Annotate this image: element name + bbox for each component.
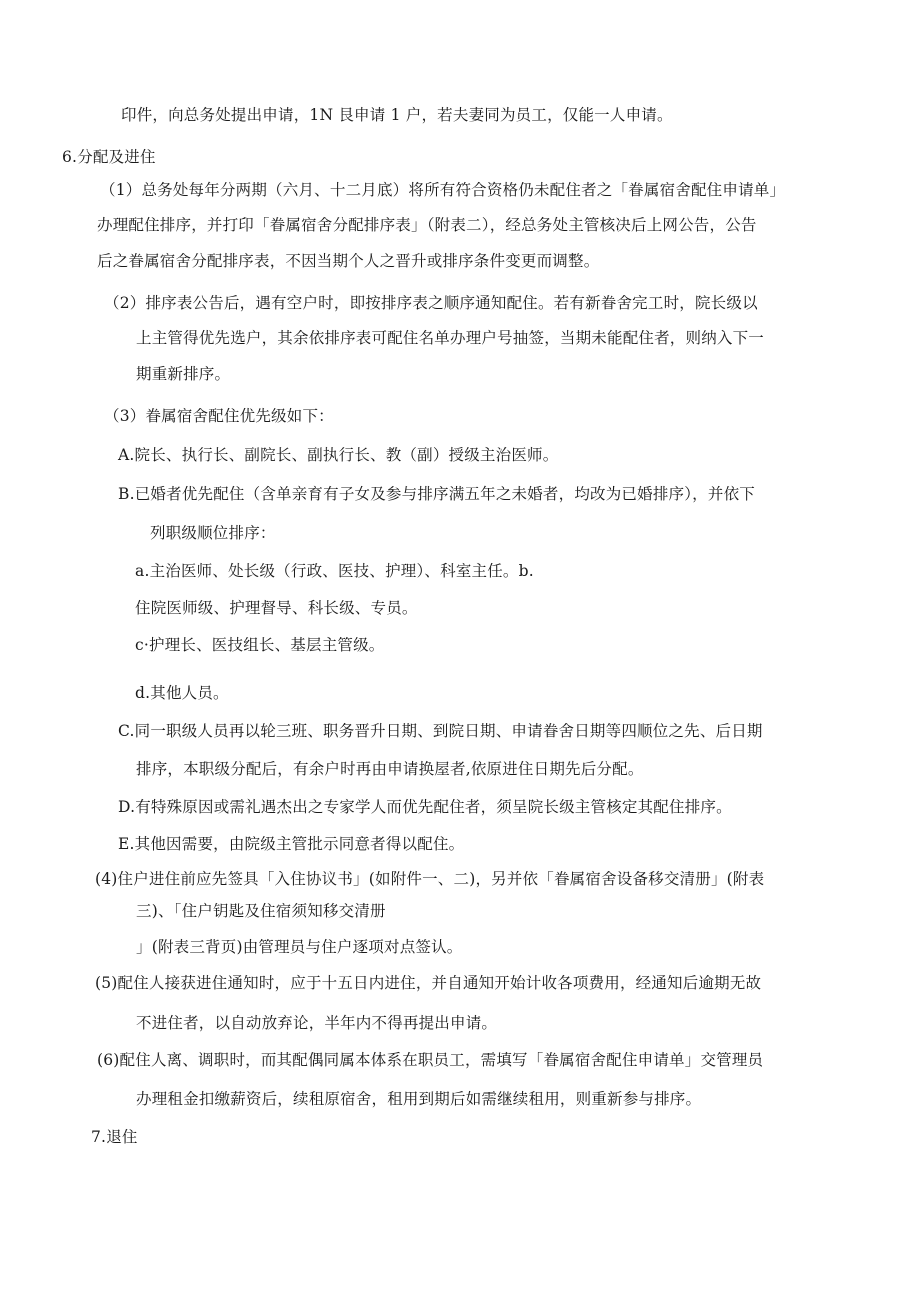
paragraph-line: 印件，向总务处提出申请，1N 艮申请 1 户，若夫妻同为员工，仅能一人申请。 [121,106,673,124]
list-item-d: D.有特殊原因或需礼遇杰出之专家学人而优先配住者，须呈院长级主管核定其配住排序。 [118,798,732,816]
paragraph-line: （2）排序表公告后，遇有空户时，即按排序表之顺序通知配住。若有新眷舍完工时，院长级以 [104,294,758,312]
sub-item-a: a.主治医师、处长级（行政、医技、护理）、科室主任。b. [135,562,534,580]
paragraph-line: 三)、「住户钥匙及住宿须知移交清册 [136,902,386,920]
paragraph-line: 办理配住排序，并打印「眷属宿舍分配排序表」（附表二），经总务处主管核决后上网公告，公告 [97,216,757,234]
paragraph-line: （1）总务处每年分两期（六月、十二月底）将所有符合资格仍未配住者之「眷属宿舍配住申请单」 [100,181,786,199]
paragraph-line: 排序，本职级分配后，有余户时再由申请换屋者,依原进住日期先后分配。 [136,760,644,778]
section-heading-7: 7.退住 [91,1128,138,1146]
paragraph-line: （3）眷属宿舍配住优先级如下： [104,407,334,425]
list-item-e: E.其他因需要，由院级主管批示同意者得以配住。 [118,835,465,853]
paragraph-line: (6)配住人离、调职时，而其配偶同属本体系在职员工，需填写「眷属宿舍配住申请单」交管理员 [97,1051,764,1069]
paragraph-line: 列职级顺位排序： [150,524,276,542]
paragraph-line: 」(附表三背页)由管理员与住户逐项对点签认。 [136,938,463,956]
sub-item-b: 住院医师级、护理督导、科长级、专员。 [135,599,418,617]
section-heading-6: 6.分配及进住 [62,148,156,166]
paragraph-line: (4)住户进住前应先签具「入住协议书」(如附件一、二)，另并依「眷属宿舍设备移交清册」(附表 [95,870,765,888]
paragraph-line: (5)配住人接获进住通知时，应于十五日内进住，并自通知开始计收各项费用，经通知后逾期无故 [95,974,762,992]
list-item-c: C.同一职级人员再以轮三班、职务晋升日期、到院日期、申请眷舍日期等四顺位之先、后日期 [118,722,763,740]
list-item-b: B.已婚者优先配住（含单亲育有子女及参与排序满五年之未婚者，均改为已婚排序），并依下 [118,485,755,503]
paragraph-line: 后之眷属宿舍分配排序表，不因当期个人之晋升或排序条件变更而调整。 [97,252,600,270]
paragraph-line: 期重新排序。 [136,365,231,383]
paragraph-line: 办理租金扣缴薪资后，续租原宿舍，租用到期后如需继续租用，则重新参与排序。 [136,1090,702,1108]
sub-item-d: d.其他人员。 [135,684,229,702]
paragraph-line: 上主管得优先选户，其余依排序表可配住名单办理户号抽签，当期未能配住者，则纳入下一 [136,329,765,347]
list-item-a: A.院长、执行长、副院长、副执行长、教（副）授级主治医师。 [118,446,559,464]
sub-item-c: c·护理长、医技组长、基层主管级。 [135,636,385,654]
paragraph-line: 不进住者，以自动放弃论，半年内不得再提出申请。 [136,1014,498,1032]
